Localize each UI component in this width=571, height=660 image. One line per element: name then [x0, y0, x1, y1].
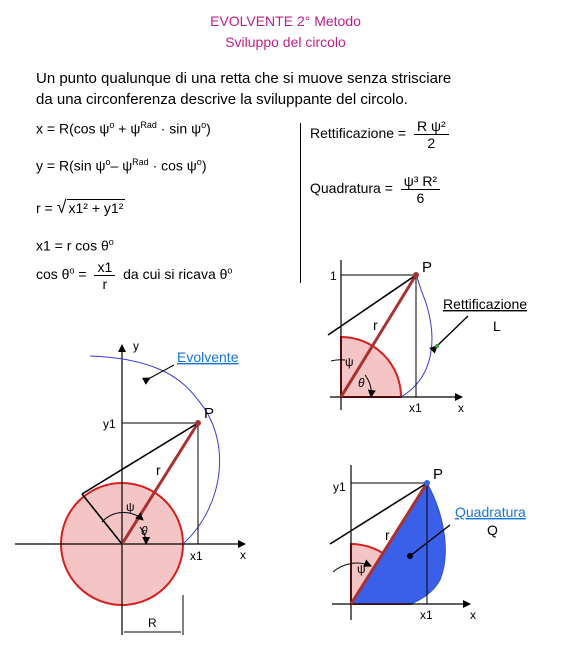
- formula-x1: x1 = r $\cos \theta^o$: [36, 237, 114, 254]
- formula-x: x = R(cos $\psi^o + \psi^{Rad} \cdot \sin \psi^o$): [36, 120, 211, 137]
- quad-diagram: [330, 465, 526, 622]
- quad-y1-label: y1: [333, 480, 346, 494]
- y1-label: y1: [103, 417, 116, 431]
- rett-theta-label: θ: [358, 376, 365, 390]
- rett-point-P: [413, 272, 419, 278]
- x-axis-label: x: [240, 548, 246, 562]
- formula-cos: $\cos \theta^o$ = $\frac{x1}{r}$ da cui si ricava $\theta^o$: [36, 259, 233, 292]
- theta-label: θ: [141, 524, 148, 538]
- psi-label: ψ: [126, 500, 135, 514]
- rett-leader: [437, 316, 468, 346]
- formula-y: y = R(sin $\psi^o-$ $\psi^{Rad} \cdot \cos \psi^o$): [36, 157, 207, 174]
- quad-x-axis-label: x: [470, 608, 476, 622]
- formula-quadratura: Quadratura = $\frac{\text{ψ³ R²}}{6}$: [310, 173, 444, 206]
- rett-diagram: [328, 259, 527, 455]
- point-P: [195, 420, 201, 426]
- formula-rettificazione: Rettificazione = $\frac{\text{R ψ²}}{2}$: [310, 118, 453, 151]
- rett-psi-label: ψ: [345, 355, 354, 369]
- rett-L-label: L: [493, 318, 501, 334]
- quad-point-P: [424, 480, 430, 486]
- rett-end-point: [435, 344, 439, 348]
- quad-label: Quadratura: [455, 504, 526, 520]
- quad-x1-label: x1: [420, 608, 433, 622]
- rett-label: Rettificazione: [443, 296, 528, 312]
- R-label: R: [148, 616, 157, 630]
- intro-line-1: Un punto qualunque di una retta che si muove senza strisciare: [36, 70, 452, 87]
- page-subtitle: Sviluppo del circolo: [225, 34, 346, 50]
- tangent-line: [82, 423, 198, 494]
- quad-r-label: r: [385, 527, 390, 543]
- quad-P-label: P: [433, 466, 444, 483]
- r-label: r: [156, 462, 161, 478]
- main-diagram: [15, 339, 246, 635]
- quad-centroid: [407, 553, 413, 559]
- rett-P-label: P: [422, 259, 433, 276]
- rett-one-label: 1: [330, 269, 337, 283]
- y-axis-label: y: [133, 339, 139, 353]
- quad-psi-label: ψ: [357, 562, 366, 576]
- intro-line-2: da una circonferenza descrive la sviluppante del circolo.: [36, 91, 408, 108]
- page-title: EVOLVENTE 2° Metodo: [210, 13, 361, 29]
- rett-r-label: r: [373, 317, 378, 333]
- evolvente-label: Evolvente: [177, 349, 239, 365]
- formula-r: r = √ x1² + y1²: [36, 197, 124, 217]
- rett-x1-label: x1: [409, 401, 422, 415]
- x1-label: x1: [190, 549, 203, 563]
- quad-Q-label: Q: [487, 522, 498, 538]
- rett-x-axis-label: x: [458, 401, 464, 415]
- P-label: P: [204, 405, 215, 422]
